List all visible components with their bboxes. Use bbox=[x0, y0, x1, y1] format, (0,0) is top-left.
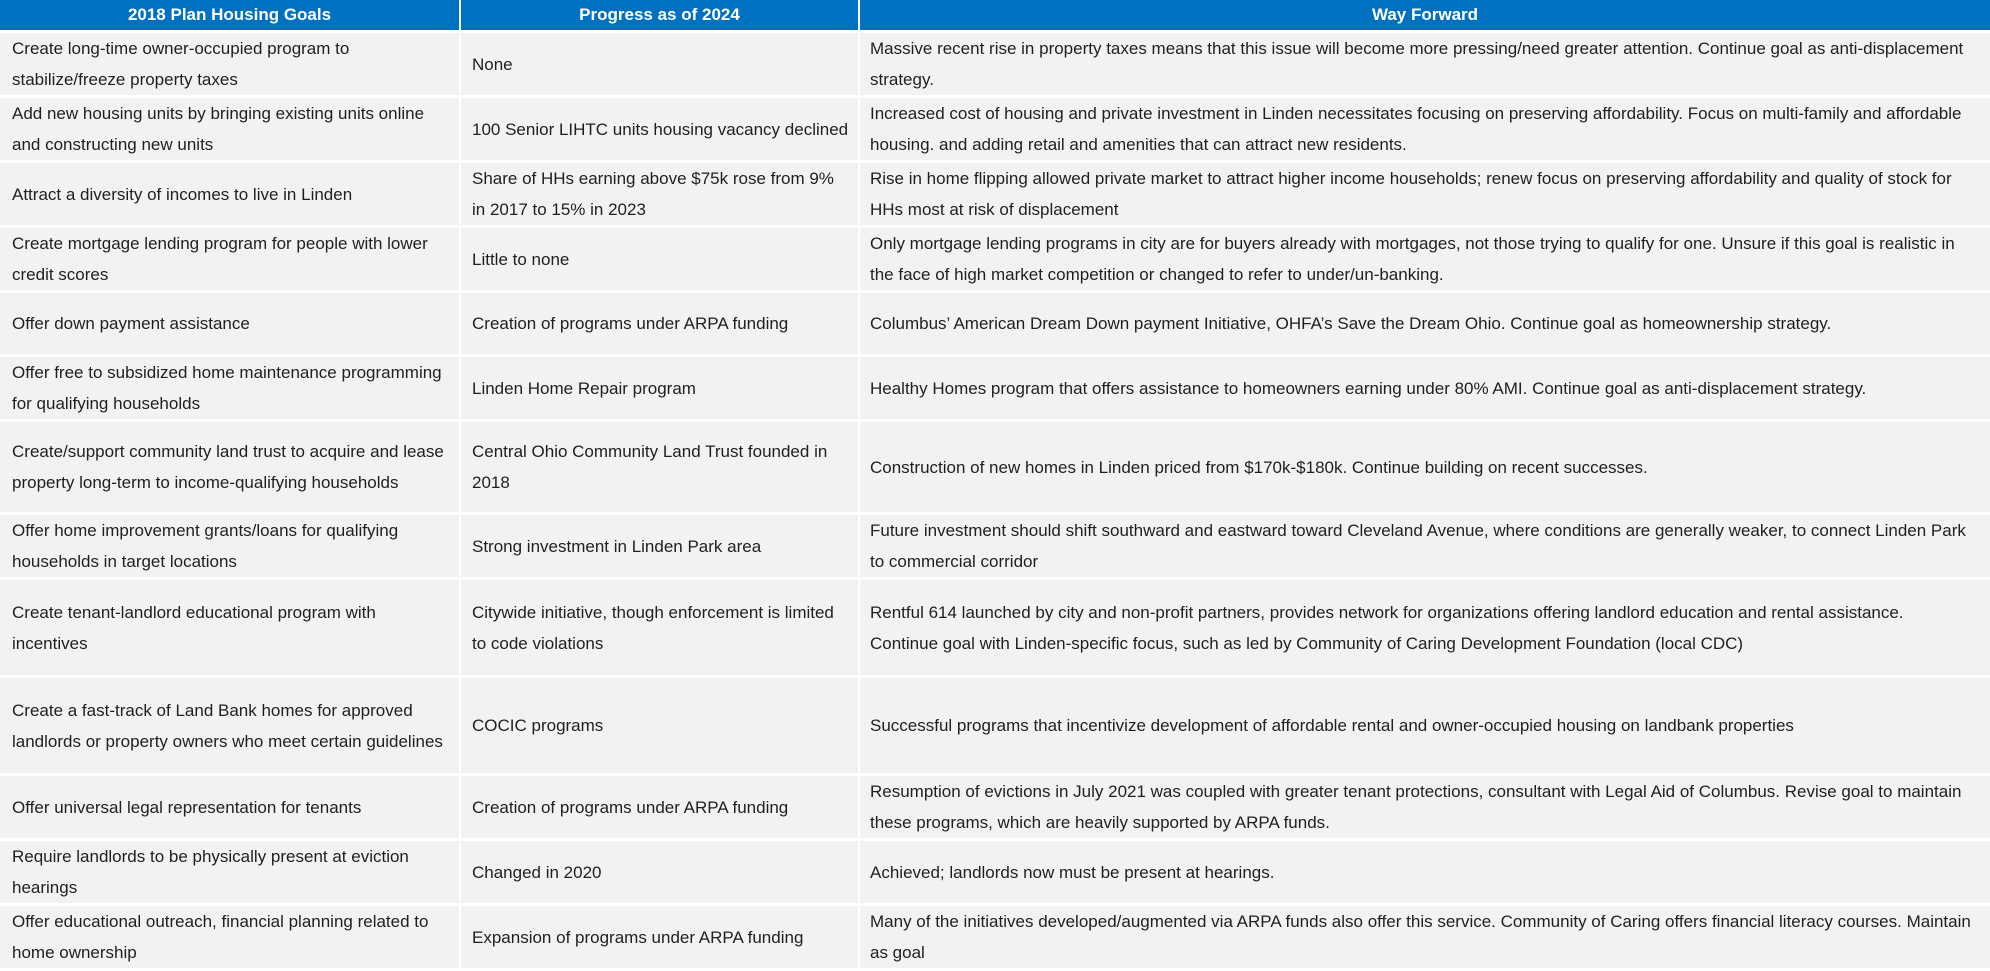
progress-cell: Share of HHs earning above $75k rose from 9% in 2017 to 15% in 2023 bbox=[461, 163, 860, 228]
header-way-forward: Way Forward bbox=[860, 0, 1990, 33]
progress-cell: 100 Senior LIHTC units housing vacancy declined bbox=[461, 98, 860, 163]
progress-cell: None bbox=[461, 33, 860, 98]
progress-cell: Strong investment in Linden Park area bbox=[461, 515, 860, 580]
header-progress: Progress as of 2024 bbox=[461, 0, 860, 33]
forward-cell: Columbus’ American Dream Down payment Initiative, OHFA’s Save the Dream Ohio. Continue goal as homeownership strategy. bbox=[860, 293, 1990, 357]
forward-cell: Rise in home flipping allowed private market to attract higher income households; renew focus on preserving affordability and quality of stock for HHs most at risk of displacement bbox=[860, 163, 1990, 228]
forward-cell: Future investment should shift southward and eastward toward Cleveland Avenue, where conditions are generally weaker, to connect Linden Park to commercial corridor bbox=[860, 515, 1990, 580]
table-row bbox=[0, 580, 1990, 678]
progress-cell: Creation of programs under ARPA funding bbox=[461, 293, 860, 357]
progress-cell: Central Ohio Community Land Trust founded in 2018 bbox=[461, 422, 860, 515]
goal-cell: Offer home improvement grants/loans for qualifying households in target locations bbox=[0, 515, 461, 580]
forward-cell: Construction of new homes in Linden priced from $170k-$180k. Continue building on recent successes. bbox=[860, 422, 1990, 515]
goal-cell: Require landlords to be physically present at eviction hearings bbox=[0, 841, 461, 906]
goal-cell: Create mortgage lending program for people with lower credit scores bbox=[0, 228, 461, 293]
table-row bbox=[0, 906, 1990, 971]
goal-cell: Create tenant-landlord educational program with incentives bbox=[0, 580, 461, 678]
goal-cell: Attract a diversity of incomes to live in Linden bbox=[0, 163, 461, 228]
table-row bbox=[0, 98, 1990, 163]
goal-cell: Add new housing units by bringing existing units online and constructing new units bbox=[0, 98, 461, 163]
table-row bbox=[0, 228, 1990, 293]
goal-cell: Create long-time owner-occupied program to stabilize/freeze property taxes bbox=[0, 33, 461, 98]
progress-cell: COCIC programs bbox=[461, 678, 860, 776]
goal-cell: Create a fast-track of Land Bank homes for approved landlords or property owners who meet certain guidelines bbox=[0, 678, 461, 776]
table-row bbox=[0, 163, 1990, 228]
header-row bbox=[0, 0, 1990, 33]
forward-cell: Increased cost of housing and private investment in Linden necessitates focusing on preserving affordability. Focus on multi-family and affordable housing. and adding retail and amenities that can attract new residents. bbox=[860, 98, 1990, 163]
progress-cell: Little to none bbox=[461, 228, 860, 293]
forward-cell: Achieved; landlords now must be present at hearings. bbox=[860, 841, 1990, 906]
progress-cell: Creation of programs under ARPA funding bbox=[461, 776, 860, 841]
progress-cell: Citywide initiative, though enforcement is limited to code violations bbox=[461, 580, 860, 678]
goal-cell: Offer universal legal representation for tenants bbox=[0, 776, 461, 841]
table-row bbox=[0, 776, 1990, 841]
table-row bbox=[0, 515, 1990, 580]
forward-cell: Healthy Homes program that offers assistance to homeowners earning under 80% AMI. Continue goal as anti-displacement strategy. bbox=[860, 357, 1990, 422]
table-row bbox=[0, 293, 1990, 357]
table-row bbox=[0, 678, 1990, 776]
forward-cell: Resumption of evictions in July 2021 was coupled with greater tenant protections, consultant with Legal Aid of Columbus. Revise goal to maintain these programs, which are heavily supported by ARPA funds. bbox=[860, 776, 1990, 841]
table-row bbox=[0, 422, 1990, 515]
goal-cell: Offer down payment assistance bbox=[0, 293, 461, 357]
forward-cell: Rentful 614 launched by city and non-profit partners, provides network for organizations offering landlord education and rental assistance. Continue goal with Linden-specific focus, such as led by Community of Caring Development Foundation (local CDC) bbox=[860, 580, 1990, 678]
table-row bbox=[0, 357, 1990, 422]
progress-cell: Changed in 2020 bbox=[461, 841, 860, 906]
progress-cell: Expansion of programs under ARPA funding bbox=[461, 906, 860, 971]
goal-cell: Create/support community land trust to acquire and lease property long-term to income-qualifying households bbox=[0, 422, 461, 515]
progress-cell: Linden Home Repair program bbox=[461, 357, 860, 422]
table-row bbox=[0, 33, 1990, 98]
goal-cell: Offer educational outreach, financial planning related to home ownership bbox=[0, 906, 461, 971]
forward-cell: Only mortgage lending programs in city are for buyers already with mortgages, not those trying to qualify for one. Unsure if this goal is realistic in the face of high market competition or changed to refer to under/un-banking. bbox=[860, 228, 1990, 293]
forward-cell: Many of the initiatives developed/augmented via ARPA funds also offer this service. Community of Caring offers financial literacy courses. Maintain as goal bbox=[860, 906, 1990, 971]
table-row bbox=[0, 841, 1990, 906]
goal-cell: Offer free to subsidized home maintenance programming for qualifying households bbox=[0, 357, 461, 422]
forward-cell: Massive recent rise in property taxes means that this issue will become more pressing/need greater attention. Continue goal as anti-displacement strategy. bbox=[860, 33, 1990, 98]
header-goals: 2018 Plan Housing Goals bbox=[0, 0, 461, 33]
forward-cell: Successful programs that incentivize development of affordable rental and owner-occupied housing on landbank properties bbox=[860, 678, 1990, 776]
